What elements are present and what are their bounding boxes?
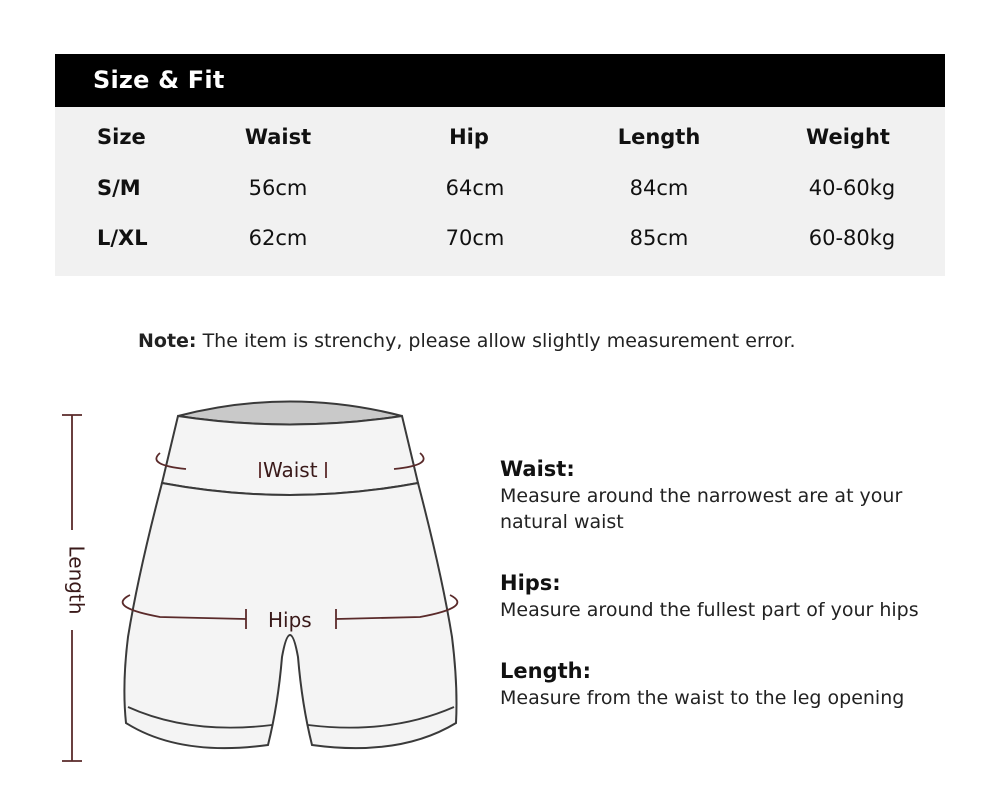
- hips-measure-label: Hips: [268, 608, 312, 632]
- shorts-measurement-diagram: [50, 395, 490, 775]
- shorts-illustration: [50, 395, 490, 775]
- length-measure-label: Length: [64, 545, 89, 615]
- size-chart-title: Size & Fit: [93, 66, 225, 94]
- waist-measure-label: Waist: [263, 458, 318, 482]
- table-cell-hip: 64cm: [445, 176, 505, 200]
- note-text: The item is strenchy, please allow slightly measurement error.: [202, 330, 796, 352]
- column-header-weight: Weight: [806, 125, 890, 149]
- length-instruction-title: Length:: [500, 659, 591, 683]
- table-cell-weight: 60-80kg: [808, 226, 896, 250]
- column-header-hip: Hip: [449, 125, 489, 149]
- table-cell-waist: 56cm: [248, 176, 308, 200]
- hips-instruction-text: Measure around the fullest part of your hips: [500, 599, 919, 621]
- size-chart: [55, 54, 945, 276]
- length-instruction-text: Measure from the waist to the leg opening: [500, 687, 905, 709]
- length-instruction: [500, 657, 970, 711]
- stretch-note: [138, 329, 796, 353]
- table-cell-hip: 70cm: [445, 226, 505, 250]
- waist-instruction-text: Measure around the narrowest are at your natural waist: [500, 485, 903, 533]
- note-label: Note:: [138, 330, 197, 352]
- column-header-length: Length: [617, 125, 701, 149]
- hips-instruction: [500, 569, 970, 623]
- column-header-size: Size: [97, 125, 146, 149]
- table-row-size: L/XL: [97, 226, 148, 250]
- waist-instruction-title: Waist:: [500, 457, 575, 481]
- waist-instruction: [500, 455, 970, 535]
- table-row-size: S/M: [97, 176, 141, 200]
- size-chart-header: [55, 54, 945, 107]
- table-cell-length: 84cm: [629, 176, 689, 200]
- column-header-waist: Waist: [244, 125, 312, 149]
- table-cell-length: 85cm: [629, 226, 689, 250]
- table-cell-waist: 62cm: [248, 226, 308, 250]
- table-cell-weight: 40-60kg: [808, 176, 896, 200]
- hips-instruction-title: Hips:: [500, 571, 561, 595]
